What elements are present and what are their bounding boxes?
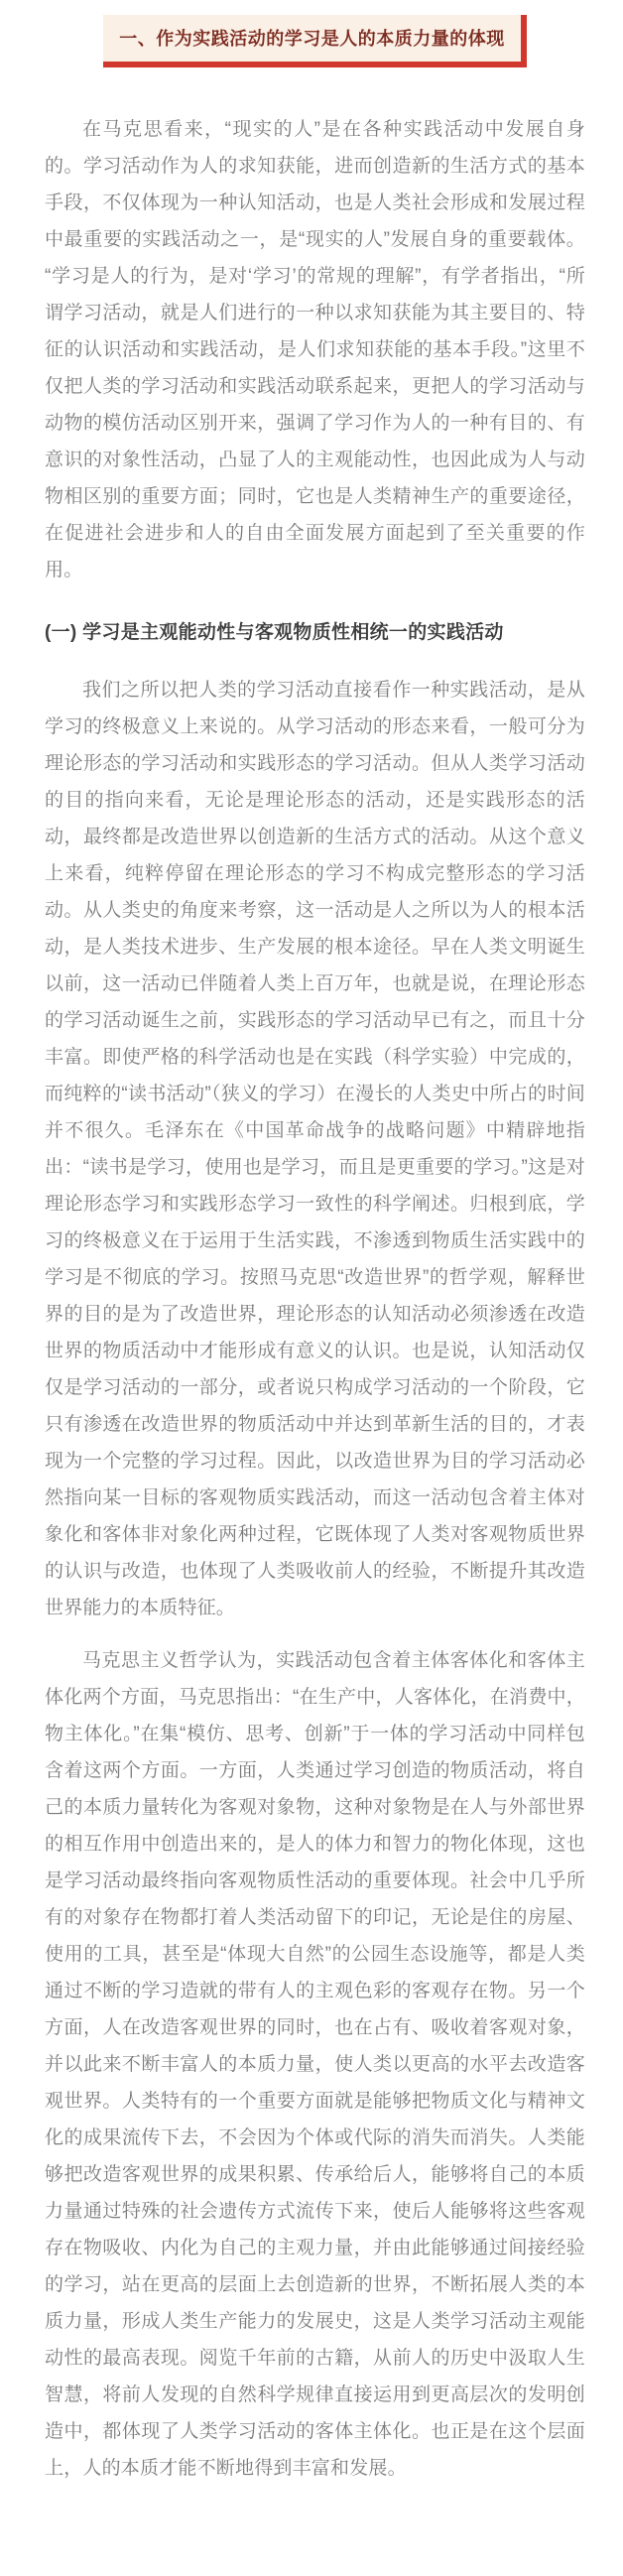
paragraph-body-2: 马克思主义哲学认为，实践活动包含着主体客体化和客体主体化两个方面，马克思指出：“在生产中，人客体化，在消费中，物主体化。”在集“模仿、思考、创新”于一体的学习活动中同样包含着这两个方面。一方面，人类通过学习创造的物质活动，将自己的本质力量转化为客观对象物，这种对象物是在人与外部世界的相互作用中创造出来的，是人的体力和智力的物化体现，这也是学习活动最终指向客观物质性活动的重要体现。社会中几乎所有的对象存在物都打着人类活动留下的印记，无论是住的房屋、使用的工具，甚至是“体现大自然”的公园生态设施等，都是人类通过不断的学习造就的带有人的主观色彩的客观存在物。另一个方面，人在改造客观世界的同时，也在占有、吸收着客观对象，并以此来不断丰富人的本质力量，使人类以更高的水平去改造客观世界。人类特有的一个重要方面就是能够把物质文化与精神文化的成果流传下去，不会因为个体或代际的消失而消失。人类能够把改造客观世界的成果积累、传承给后人，能够将自己的本质力量通过特殊的社会遗传方式流传下来，使后人能够将这些客观存在物吸收、内化为自己的主观力量，并由此能够通过间接经验的学习，站在更高的层面上去创造新的世界，不断拓展人类的本质力量，形成人类生产能力的发展史，这是人类学习活动主观能动性的最高表现。阅览千年前的古籍，从前人的历史中汲取人生智慧，将前人发现的自然科学规律直接运用到更高层次的发明创造中，都体现了人类学习活动的客体主体化。也正是在这个层面上，人的本质才能不断地得到丰富和发展。	[45, 1650, 585, 2479]
paragraph-intro: 在马克思看来，“现实的人”是在各种实践活动中发展自身的。学习活动作为人的求知获能，进而创造新的生活方式的基本手段，不仅体现为一种认知活动，也是人类社会形成和发展过程中最重要的实践活动之一，是“现实的人”发展自身的重要载体。“学习是人的行为，是对‘学习’的常规的理解”，有学者指出，“所谓学习活动，就是人们进行的一种以求知获能为其主要目的、特征的认识活动和实践活动，是人们求知获能的基本手段。”这里不仅把人类的学习活动和实践活动联系起来，更把人的学习活动与动物的模仿活动区别开来，强调了学习作为人的一种有目的、有意识的对象性活动，凸显了人的主观能动性，也因此成为人与动物相区别的重要方面；同时，它也是人类精神生产的重要途径，在促进社会进步和人的自由全面发展方面起到了至关重要的作用。	[45, 119, 585, 580]
subsection-heading: (一) 学习是主观能动性与客观物质性相统一的实践活动	[45, 622, 504, 643]
section-title-banner	[45, 15, 585, 67]
section-title: 一、作为实践活动的学习是人的本质力量的体现	[103, 15, 527, 67]
paragraph-body-1: 我们之所以把人类的学习活动直接看作一种实践活动，是从学习的终极意义上来说的。从学习活动的形态来看，一般可分为理论形态的学习活动和实践形态的学习活动。但从人类学习活动的目的指向来看，无论是理论形态的活动，还是实践形态的活动，最终都是改造世界以创造新的生活方式的活动。从这个意义上来看，纯粹停留在理论形态的学习不构成完整形态的学习活动。从人类史的角度来考察，这一活动是人之所以为人的根本活动，是人类技术进步、生产发展的根本途径。早在人类文明诞生以前，这一活动已伴随着人类上百万年，也就是说，在理论形态的学习活动诞生之前，实践形态的学习活动早已有之，而且十分丰富。即使严格的科学活动也是在实践（科学实验）中完成的，而纯粹的“读书活动”（狭义的学习）在漫长的人类史中所占的时间并不很久。毛泽东在《中国革命战争的战略问题》中精辟地指出：“读书是学习，使用也是学习，而且是更重要的学习。”这是对理论形态学习和实践形态学习一致性的科学阐述。归根到底，学习的终极意义在于运用于生活实践，不渗透到物质生活实践中的学习是不彻底的学习。按照马克思“改造世界”的哲学观，解释世界的目的是为了改造世界，理论形态的认知活动必须渗透在改造世界的物质活动中才能形成有意义的认识。也是说，认知活动仅仅是学习活动的一部分，或者说只构成学习活动的一个阶段，它只有渗透在改造世界的物质活动中并达到革新生活的目的，才表现为一个完整的学习过程。因此，以改造世界为目的学习活动必然指向某一目标的客观物质实践活动，而这一活动包含着主体对象化和客体非对象化两种过程，它既体现了人类对客观物质世界的认识与改造，也体现了人类吸收前人的经验，不断提升其改造世界能力的本质特征。	[45, 680, 585, 1618]
